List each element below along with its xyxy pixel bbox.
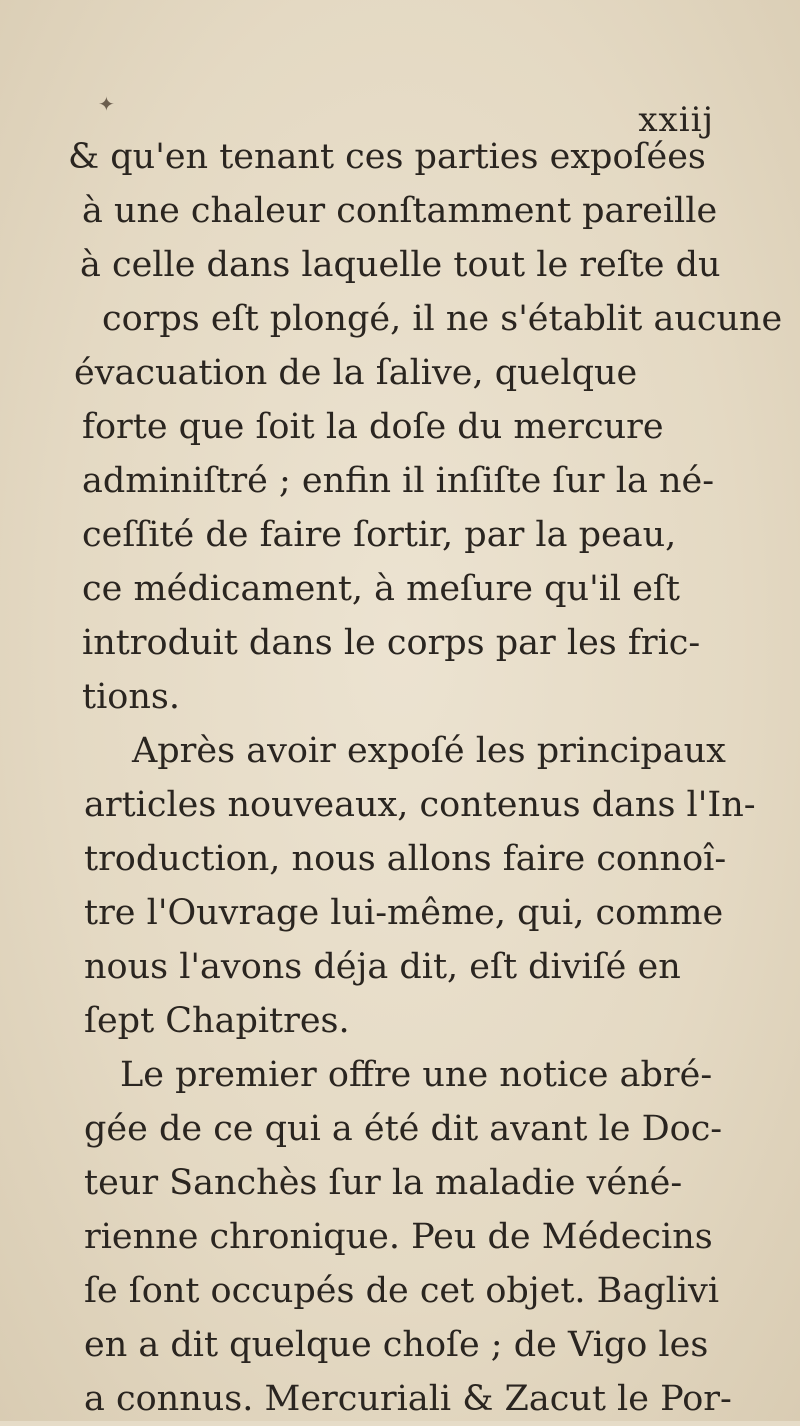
ink-speck: ✦ — [98, 92, 115, 116]
text-line: à une chaleur conſtamment pareille — [82, 191, 718, 231]
text-line: ſe ſont occupés de cet objet. Baglivi — [84, 1271, 720, 1311]
text-line: évacuation de la ſalive, quelque — [74, 353, 638, 393]
text-line: rienne chronique. Peu de Médecins — [84, 1217, 713, 1257]
text-line: articles nouveaux, contenus dans l'In- — [84, 785, 756, 825]
text-line: ceſſité de faire ſortir, par la peau, — [82, 515, 677, 555]
text-line: teur Sanchès ſur la maladie véné- — [84, 1163, 683, 1203]
text-line: forte que ſoit la doſe du mercure — [82, 407, 664, 447]
text-line: tre l'Ouvrage lui-même, qui, comme — [84, 893, 724, 933]
text-line: en a dit quelque choſe ; de Vigo les — [84, 1325, 709, 1365]
text-line: gée de ce qui a été dit avant le Doc- — [84, 1109, 723, 1149]
text-line: à celle dans laquelle tout le reſte du — [80, 245, 721, 285]
text-line: tions. — [82, 677, 180, 717]
text-line: nous l'avons déja dit, eſt diviſé en — [84, 947, 681, 987]
paragraph-start-line: Le premier offre une notice abré- — [120, 1055, 713, 1095]
page-number: xxiij — [638, 100, 714, 140]
paragraph-start-line: Après avoir expoſé les principaux — [132, 731, 726, 771]
text-line: ce médicament, à meſure qu'il eſt — [82, 569, 680, 609]
text-line: troduction, nous allons faire connoî- — [84, 839, 727, 879]
text-line: introduit dans le corps par les fric- — [82, 623, 701, 663]
text-line: a connus. Mercuriali & Zacut le Por- — [84, 1379, 732, 1419]
text-line: corps eſt plongé, il ne s'établit aucune — [102, 299, 783, 339]
text-line: & qu'en tenant ces parties expoſées — [68, 137, 706, 177]
text-line: adminiſtré ; enfin il inſiſte ſur la né- — [82, 461, 715, 501]
text-line: ſept Chapitres. — [84, 1001, 350, 1041]
